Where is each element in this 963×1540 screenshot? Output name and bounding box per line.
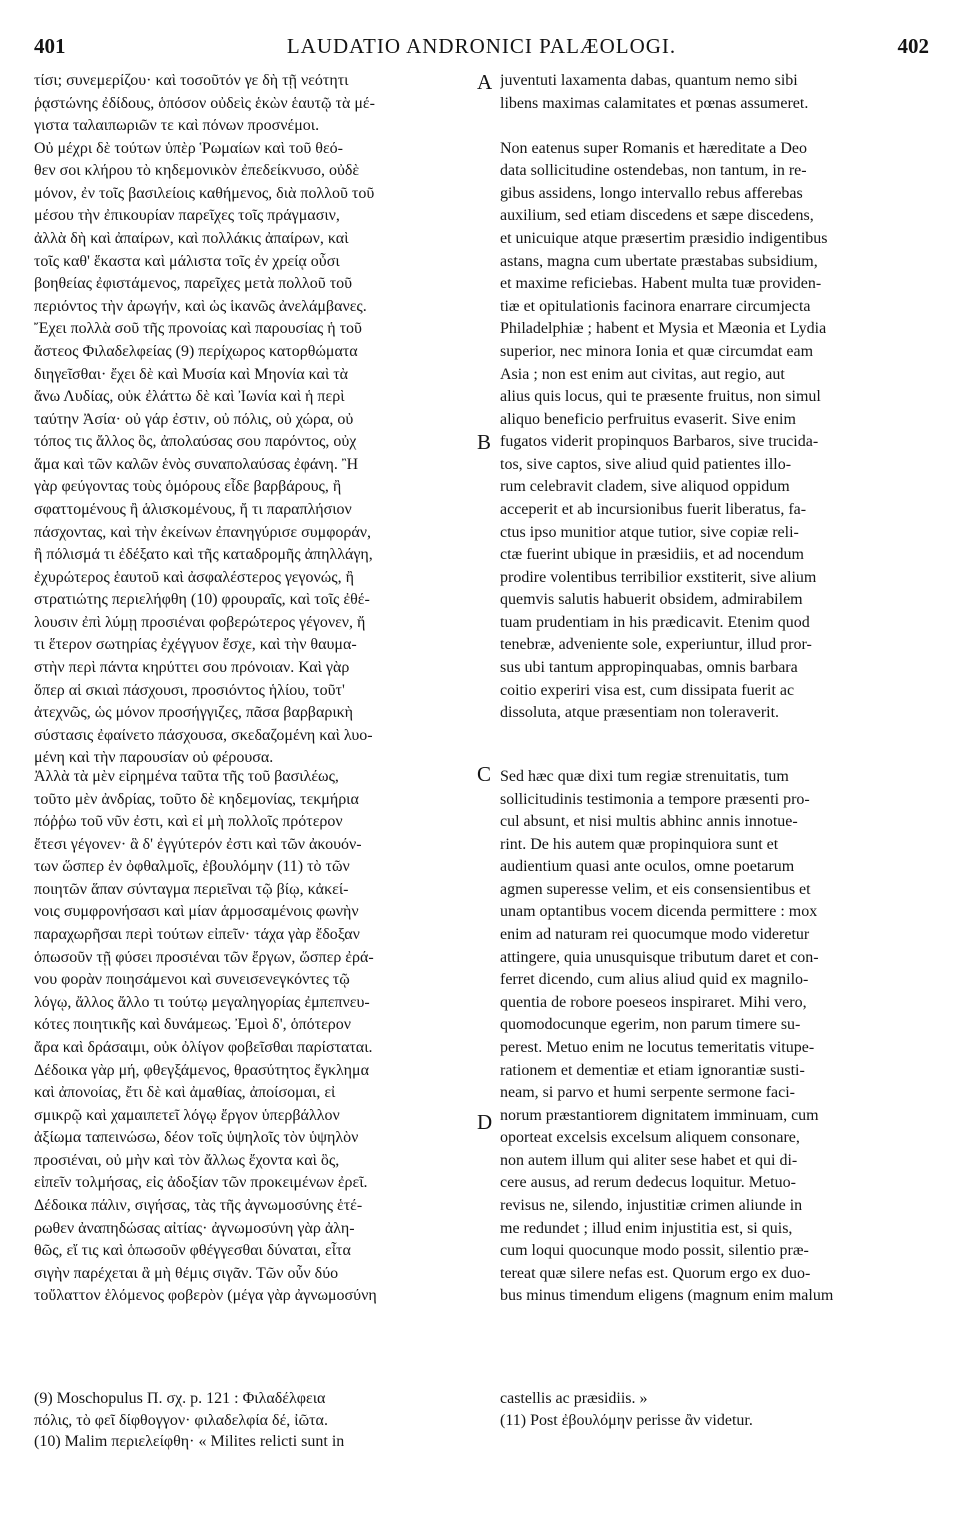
latin-text-line: rum celebravit cladem, sive aliquod oppidum — [500, 478, 790, 496]
latin-text-line: Asia ; non est enim aut civitas, aut regio, aut — [500, 365, 785, 383]
greek-text-line: γὰρ φεύγοντας τοὺς ὁμόρους εἶδε βαρβάρους, ἢ — [34, 478, 342, 496]
greek-text-line: καὶ ἀπονοίας, ἔτι δὲ καὶ ἀμαθίας, ἀποίσομαι, εἰ — [34, 1084, 336, 1102]
greek-text-line: λόγῳ, ἄλλος ἄλλο τι τούτῳ μεγαληγορίας ἐμπεπνευ- — [34, 993, 370, 1011]
latin-text-line: tos, sive captos, sive aliud quid patientes illo- — [500, 455, 792, 473]
greek-text-line: Οὐ μέχρι δὲ τούτων ὑπὲρ Ῥωμαίων καὶ τοῦ θεό- — [34, 139, 343, 157]
page-header — [34, 34, 929, 62]
latin-text-line: aliquo beneficio perfruitus evaserit. Sive enim — [500, 410, 796, 428]
greek-text-line: ὅπερ αἱ σκιαὶ πάσχουσι, προσιόντος ἡλίου, τοῦτ' — [34, 681, 345, 699]
greek-text-line: ταύτην Ἀσία· οὐ γάρ ἐστιν, οὐ πόλις, οὐ χώρα, οὐ — [34, 410, 354, 428]
latin-text-line: dissoluta, atque præsentiam non toleraverit. — [500, 704, 780, 722]
greek-column-part1 — [34, 70, 474, 770]
latin-text-line: astans, magna cum ubertate præstabas subsidium, — [500, 252, 818, 270]
page-number-left: 401 — [34, 34, 66, 58]
greek-text-line: Ἀλλὰ τὰ μὲν εἰρημένα ταῦτα τῆς τοῦ βασιλέως, — [34, 768, 339, 785]
greek-text-line: βοηθείας ἐφιστάμενος, παρεῖχες μετὰ πολλοῦ τοῦ — [34, 275, 353, 293]
footnotes-greek — [34, 1388, 474, 1453]
margin-marker-d: D — [477, 1110, 493, 1134]
latin-text-line: Non eatenus super Romanis et hæreditate a Deo — [500, 139, 808, 157]
greek-text-line: στὴν περὶ πάντα κηρύττει σου πρόνοιαν. Καὶ γὰρ — [34, 659, 350, 677]
latin-text-line: bus minus timendum eligens (magnum enim malum — [500, 1287, 834, 1305]
greek-text-line: προσιέναι, οὐ μὴν καὶ τὸν ἄλλως ἔχοντα καὶ ὃς, — [34, 1151, 340, 1169]
latin-text-line: enim ad naturam rei quocumque modo videretur — [500, 926, 810, 944]
greek-column-part2 — [34, 766, 474, 1308]
latin-text-line: Philadelphiæ ; habent et Mysia et Mæonia et Lydia — [500, 320, 827, 338]
greek-text-line: τοὔλαττον ἑλόμενος φοβερὸν (μέγα γὰρ ἀγνωμοσύνη — [34, 1287, 377, 1305]
greek-text-line: μόνον, ἐν τοῖς βασιλείοις καθήμενος, διὰ πολλοῦ τοῦ — [34, 184, 375, 202]
greek-text-line: ἄνω Λυδίας, οὐκ ἐλάττω δὲ καὶ Ἰωνία καὶ ἡ περὶ — [34, 388, 345, 406]
latin-text-line: coitio experiri visa est, cum dissipata fuerit ac — [500, 681, 795, 699]
greek-text-line: Δέδοικα πάλιν, σιγήσας, τὰς τῆς ἀγνωμοσύνης ἑτέ- — [34, 1196, 363, 1214]
footnote-line: castellis ac præsidiis. » — [500, 1390, 648, 1407]
greek-text-line: μένη καὶ τὴν παρουσίαν οὐ φέρουσα. — [34, 749, 274, 767]
greek-text-line: ἀξίωμα ταπεινώσω, δέον τοῖς ὑψηλοῖς τὸν ὑψηλὸν — [34, 1129, 359, 1147]
latin-text-line: oporteat excelsis excelsum aliquem consonare, — [500, 1129, 800, 1147]
latin-text-line: sus ubi tantum appropinquabas, omnis barbara — [500, 659, 798, 677]
greek-text-line: πάσχοντας, καὶ τὴν ἐκείνων ἐπανηγύρισε συμφοράν, — [34, 523, 372, 541]
latin-text-line: neam, si parvo et humi serpente sermone faci- — [500, 1084, 795, 1102]
greek-text-line: ἔτεσι γέγονεν· ἃ δ' ἐγγύτερόν ἐστι καὶ τῶν ἀκουόν- — [34, 835, 362, 853]
latin-text-line: Sed hæc quæ dixi tum regiæ strenuitatis, tum — [500, 768, 789, 785]
latin-text-line: superior, nec minora Ionia et quæ circumdat eam — [500, 342, 814, 360]
latin-text-line: quentia de robore poeseos inspiraret. Mihi vero, — [500, 993, 807, 1011]
greek-text-line: ἢ πόλισμά τι ἐδέξατο καὶ τῆς καταδρομῆς ἀπηλλάγη, — [34, 546, 373, 564]
footnotes-latin — [500, 1388, 930, 1431]
greek-text-line: τοῖς καθ' ἕκαστα καὶ μάλιστα τοῖς ἐν χρείᾳ οὖσι — [34, 252, 340, 270]
latin-text-line: tereat quæ silere nefas est. Quorum ergo ex duo- — [500, 1264, 811, 1282]
greek-text-line: νου φορὰν ποιησάμενοι καὶ συνεισενεγκόντες τῷ — [34, 971, 350, 989]
latin-text-line: tuam prudentiam in his prædicavit. Etenim quod — [500, 613, 810, 631]
greek-text-line: ἀτεχνῶς, ὡς μόνον προσήγγιζες, πᾶσα βαρβαρικὴ — [34, 704, 354, 722]
latin-text-line: revisus ne, silendo, injustitiæ crimen aliunde in — [500, 1196, 803, 1214]
latin-text-line: perest. Metuo enim ne locutus temeritatis vitupe- — [500, 1038, 815, 1056]
greek-text-line: ποιητῶν ἅπαν σύνταγμα περιεῖναι τῷ βίῳ, κἀκεί- — [34, 880, 349, 898]
greek-text-line: εἰπεῖν τολμήσας, εἰς ἀδοξίαν τῶν προκειμένων ἐρεῖ. — [34, 1174, 368, 1192]
greek-text-line: σμικρῷ καὶ χαμαιπετεῖ λόγῳ ἔργον ὑπερβάλλον — [34, 1106, 340, 1124]
greek-text-line: ὁπωσοῦν τῇ φύσει προσιέναι τῶν ἔργων, ὥσπερ ἐρά- — [34, 948, 374, 966]
greek-text-line: τόπος τις ἄλλος ὃς, ἀπολαύσας σου παρόντος, οὐχ — [34, 433, 357, 451]
latin-text-line: cere ausus, ad rerum dedecus loquitur. Metuo- — [500, 1174, 796, 1192]
latin-text-line: ctæ fuerint ubique in præsidiis, et ad nocendum — [500, 546, 804, 564]
latin-text-line: libens maximas calamitates et pœnas assumeret. — [500, 94, 809, 112]
latin-text-line: rationem et dementiæ et etiam ignorantiæ susti- — [500, 1061, 805, 1079]
greek-text-line: των ὥσπερ ἐν ὀφθαλμοῖς, ἐβουλόμην (11) τὸ τῶν — [34, 858, 350, 876]
latin-text-line: me redundet ; illud enim injustitia est, si quis, — [500, 1219, 793, 1237]
greek-text-line: διηγεῖσθαι· ἔχει δὲ καὶ Μυσία καὶ Μηονία καὶ τὰ — [34, 365, 349, 383]
greek-text-line: στρατιώτης περιελήφθη (10) φρουραῖς, καὶ τοῖς ἐθέ- — [34, 591, 370, 609]
greek-text-line: ἐχυρώτερος ἑαυτοῦ καὶ ἀσφαλέστερος γεγονώς, ἢ — [34, 568, 354, 586]
latin-column-part1 — [500, 70, 930, 725]
running-title: LAUDATIO ANDRONICI PALÆOLOGI. — [286, 34, 677, 58]
greek-text-line: σιγὴν παρέχεται ἃ μὴ θέμις σιγᾶν. Τῶν οὖν δύο — [34, 1264, 339, 1282]
latin-text-line: cum loqui quocunque modo possit, silentio præ- — [500, 1242, 809, 1260]
greek-text-line: τίσι; συνεμερίζου· καὶ τοσοῦτόν γε δὴ τῇ νεότητι — [34, 72, 349, 89]
footnote-line: (9) Moschopulus Π. σχ. p. 121 : Φιλαδέλφεια — [34, 1390, 326, 1407]
latin-text-line: tiæ et opitulationis facinora enarrare circumjecta — [500, 297, 811, 315]
latin-text-line: quomodocunque egerim, non parum timere su- — [500, 1016, 801, 1034]
greek-text-line: κότες ποιητικῆς καὶ δυνάμεως. Ἐμοὶ δ', ὁπότερον — [34, 1016, 352, 1034]
footnote-line: πόλις, τὸ φεῖ δίφθογγον· φιλαδελφία δέ, ἰῶτα. — [34, 1411, 328, 1429]
latin-text-line: unam optantibus vocem dicenda permittere : mox — [500, 903, 818, 921]
latin-text-line: audientium quasi ante oculos, omne poetarum — [500, 858, 795, 876]
greek-text-line: τι ἕτερον σωτηρίας ἐχέγγυον ἔσχε, καὶ τὴν θαυμα- — [34, 636, 357, 654]
greek-text-line: μέσου τὴν ἐπικουρίαν παρεῖχες τοῖς πράγμασιν, — [34, 207, 340, 225]
latin-text-line: attingere, quia unusquisque tributum daret et con- — [500, 948, 819, 966]
greek-text-line: σύστασις ἐφαίνετο πάσχουσα, σκεδαζομένη καὶ λυο- — [34, 726, 373, 744]
latin-text-line: et unicuique atque præsertim præsidio indigentibus — [500, 230, 828, 248]
greek-text-line: Δέδοικα γὰρ μή, φθεγξάμενος, θρασύτητος ἔγκλημα — [34, 1061, 369, 1079]
latin-text-line: juventuti laxamenta dabas, quantum nemo sibi — [500, 72, 798, 89]
greek-text-line: τοῦτο μὲν ἀνδρίας, τοῦτο δὲ κηδεμονίας, τεκμήρια — [34, 790, 359, 808]
latin-text-line: ferret dicendo, cum alius aliud quid ex magnilo- — [500, 971, 809, 989]
greek-text-line: ἄστεος Φιλαδελφείας (9) περίχωρος κατορθώματα — [34, 342, 358, 360]
footnote-line: (10) Malim περιελείφθη· « Milites relicti sunt in — [34, 1433, 345, 1450]
latin-text-line: sollicitudinis testimonia a tempore præsenti pro- — [500, 790, 810, 808]
latin-text-line: ctus ipso munitior atque tutior, sive copiæ reli- — [500, 523, 799, 541]
latin-text-line: non autem illum qui aliter sese habet et qui di- — [500, 1151, 798, 1169]
latin-text-line: auxilium, sed etiam discedens et sæpe discedens, — [500, 207, 814, 225]
greek-text-line: Ἔχει πολλὰ σοῦ τῆς προνοίας καὶ παρουσίας ἡ τοῦ — [34, 320, 362, 338]
greek-text-line: ρωθεν ἀναπηδώσας αἰτίας· ἀγνωμοσύνη γὰρ ἀλη- — [34, 1219, 355, 1237]
latin-text-line: alius quis locus, qui te præsente fruitus, non simul — [500, 388, 821, 406]
latin-text-line: rint. De his autem quæ propinquiora sunt et — [500, 835, 779, 853]
greek-text-line: λουσιν ἐπὶ λύμῃ προσιέναι φοβερώτερος γέγονεν, ἤ — [34, 613, 366, 631]
greek-text-line: νοις συμφρονήσασι καὶ μίαν ἁρμοσαμένοις φωνὴν — [34, 903, 359, 921]
latin-column-part2 — [500, 766, 930, 1308]
latin-text-line: tenebræ, adveniente sole, experiuntur, illud pror- — [500, 636, 812, 654]
latin-text-line: acceperit et ab incursionibus fuerit liberatus, fa- — [500, 500, 807, 518]
greek-text-line: γιστα ταλαιπωριῶν τε καὶ πόνων προσνέμοι. — [34, 117, 320, 135]
greek-text-line: ῥᾳστώνης ἐδίδους, ὁπόσον οὐδεὶς ἑκὼν ἑαυτῷ τὰ μέ- — [34, 94, 375, 112]
margin-marker-a: A — [477, 70, 493, 94]
latin-text-line: agmen superesse velim, et eis consensientibus et — [500, 880, 811, 898]
margin-marker-c: C — [477, 762, 492, 786]
footnote-line: (11) Post ἐβουλόμην perisse ἂν videtur. — [500, 1411, 753, 1429]
greek-text-line: ἀλλὰ δὴ καὶ ἀπαίρων, καὶ πολλάκις ἀπαίρων, καὶ — [34, 230, 349, 248]
greek-text-line: θῶς, εἴ τις καὶ ὁπωσοῦν φθέγγεσθαι δύναται, εἶτα — [34, 1242, 351, 1260]
latin-text-line: et maxime reficiebas. Habent multa tuæ providen- — [500, 275, 822, 293]
greek-text-line: παραχωρῆσαι περὶ τούτων εἰπεῖν· τάχα γὰρ ἔδοξαν — [34, 926, 360, 944]
greek-text-line: θεν σοι κλήρου τὸ κηδεμονικὸν ἐπεδείκνυσο, οὐδὲ — [34, 162, 360, 180]
greek-text-line: περιόντος τὴν ἀρωγήν, καὶ ὡς ἱκανῶς ἀνελάμβανες. — [34, 297, 367, 315]
greek-text-line: ἅμα καὶ τῶν καλῶν ἑνὸς συναπολαύσας ἐφάνη. Ἢ — [34, 455, 359, 473]
greek-text-line: πόῤῥω τοῦ νῦν ἐστι, καὶ εἰ μὴ πολλοῖς πρότερον — [34, 813, 343, 831]
page-number-right: 402 — [897, 34, 929, 58]
latin-text-line: quemvis salutis habuerit obsidem, admirabilem — [500, 591, 803, 609]
latin-text-line: gibus assidens, longo intervallo rebus afferebas — [500, 184, 803, 202]
latin-text-line — [500, 115, 930, 138]
latin-text-line: norum præstantiorem dignitatem imminuam, cum — [500, 1106, 819, 1124]
latin-text-line: data sollicitudine ostendebas, non tantum, in re- — [500, 162, 807, 180]
latin-text-line: fugatos viderit propinquos Barbaros, sive trucida- — [500, 433, 819, 451]
latin-text-line: cul absunt, et nisi multis abhinc annis innotue- — [500, 813, 798, 831]
greek-text-line: σφαττομένους ἢ ἁλισκομένους, ἤ τι παραπλήσιον — [34, 500, 352, 518]
greek-text-line: ἄρα καὶ δράσαιμι, οὐκ ὀλίγον φοβεῖσθαι παρίσταται. — [34, 1038, 373, 1056]
latin-text-line: prodire volentibus terribilior exstiterit, sive alium — [500, 568, 817, 586]
margin-marker-b: B — [477, 430, 492, 454]
